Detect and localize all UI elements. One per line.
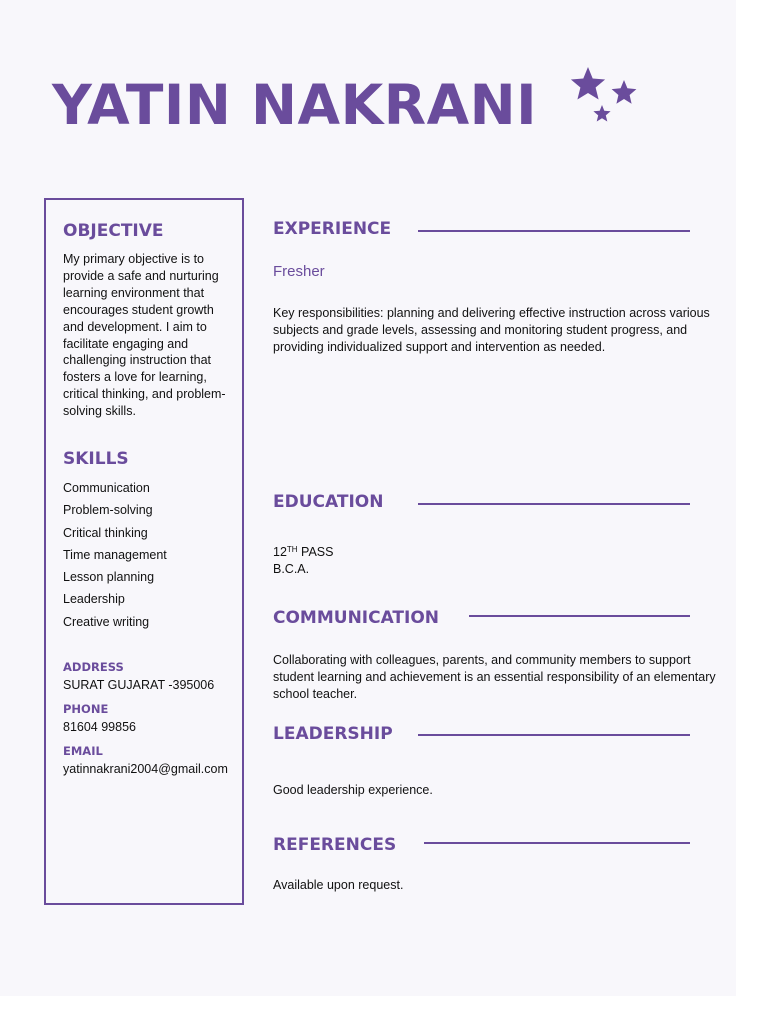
- skill-item: Creative writing: [63, 614, 150, 629]
- email-value: yatinnakrani2004@gmail.com: [63, 762, 228, 776]
- communication-heading: COMMUNICATION: [273, 608, 440, 628]
- skill-item: Communication: [63, 481, 150, 495]
- skill-item: Time management: [63, 547, 167, 562]
- skill-item: Leadership: [63, 592, 125, 607]
- sidebar-panel: [44, 198, 244, 905]
- candidate-name: YATIN NAKRANI: [52, 73, 538, 137]
- experience-divider: [418, 230, 690, 232]
- leadership-divider: [418, 734, 690, 736]
- objective-text: My primary objective is to provide a safe and nurturing learning environment that encourages student growth and development. I aim to facilitate engaging and challenging instruction that fosters a love for learning, critical thinking, and problem-solving skills.: [63, 252, 226, 419]
- skill-item: Lesson planning: [63, 570, 155, 585]
- education-heading: EDUCATION: [273, 492, 384, 512]
- email-label: EMAIL: [63, 744, 103, 758]
- experience-heading: EXPERIENCE: [273, 219, 392, 239]
- experience-role: Fresher: [273, 263, 325, 280]
- leadership-heading: LEADERSHIP: [273, 724, 393, 744]
- stars-icon: [566, 64, 646, 130]
- communication-text: Collaborating with colleagues, parents, and community members to support student learning and achievement is an essential responsibility of an elementary school teacher.: [273, 653, 716, 701]
- experience-text: Key responsibilities: planning and delivering effective instruction across various subjects and grade levels, assessing and monitoring student progress, and providing individualized support and intervention as needed.: [273, 306, 710, 354]
- objective-heading: OBJECTIVE: [63, 221, 164, 241]
- references-text: Available upon request.: [273, 878, 404, 892]
- education-grade: 12: [273, 545, 287, 559]
- skills-heading: SKILLS: [63, 449, 129, 469]
- references-heading: REFERENCES: [273, 835, 397, 855]
- skills-list: [63, 480, 167, 636]
- skill-item: Problem-solving: [63, 503, 153, 518]
- references-divider: [424, 842, 690, 844]
- leadership-text: Good leadership experience.: [273, 783, 433, 797]
- education-grade-suffix: TH: [286, 545, 298, 554]
- education-list: [273, 542, 718, 578]
- address-label: ADDRESS: [63, 660, 124, 674]
- phone-label: PHONE: [63, 702, 109, 716]
- communication-divider: [469, 615, 690, 617]
- education-item: [273, 542, 718, 561]
- education-divider: [418, 503, 690, 505]
- education-status: PASS: [297, 545, 334, 559]
- address-value: SURAT GUJARAT -395006: [63, 678, 215, 692]
- education-item: B.C.A.: [273, 561, 310, 576]
- skill-item: Critical thinking: [63, 525, 148, 540]
- phone-value: 81604 99856: [63, 720, 136, 734]
